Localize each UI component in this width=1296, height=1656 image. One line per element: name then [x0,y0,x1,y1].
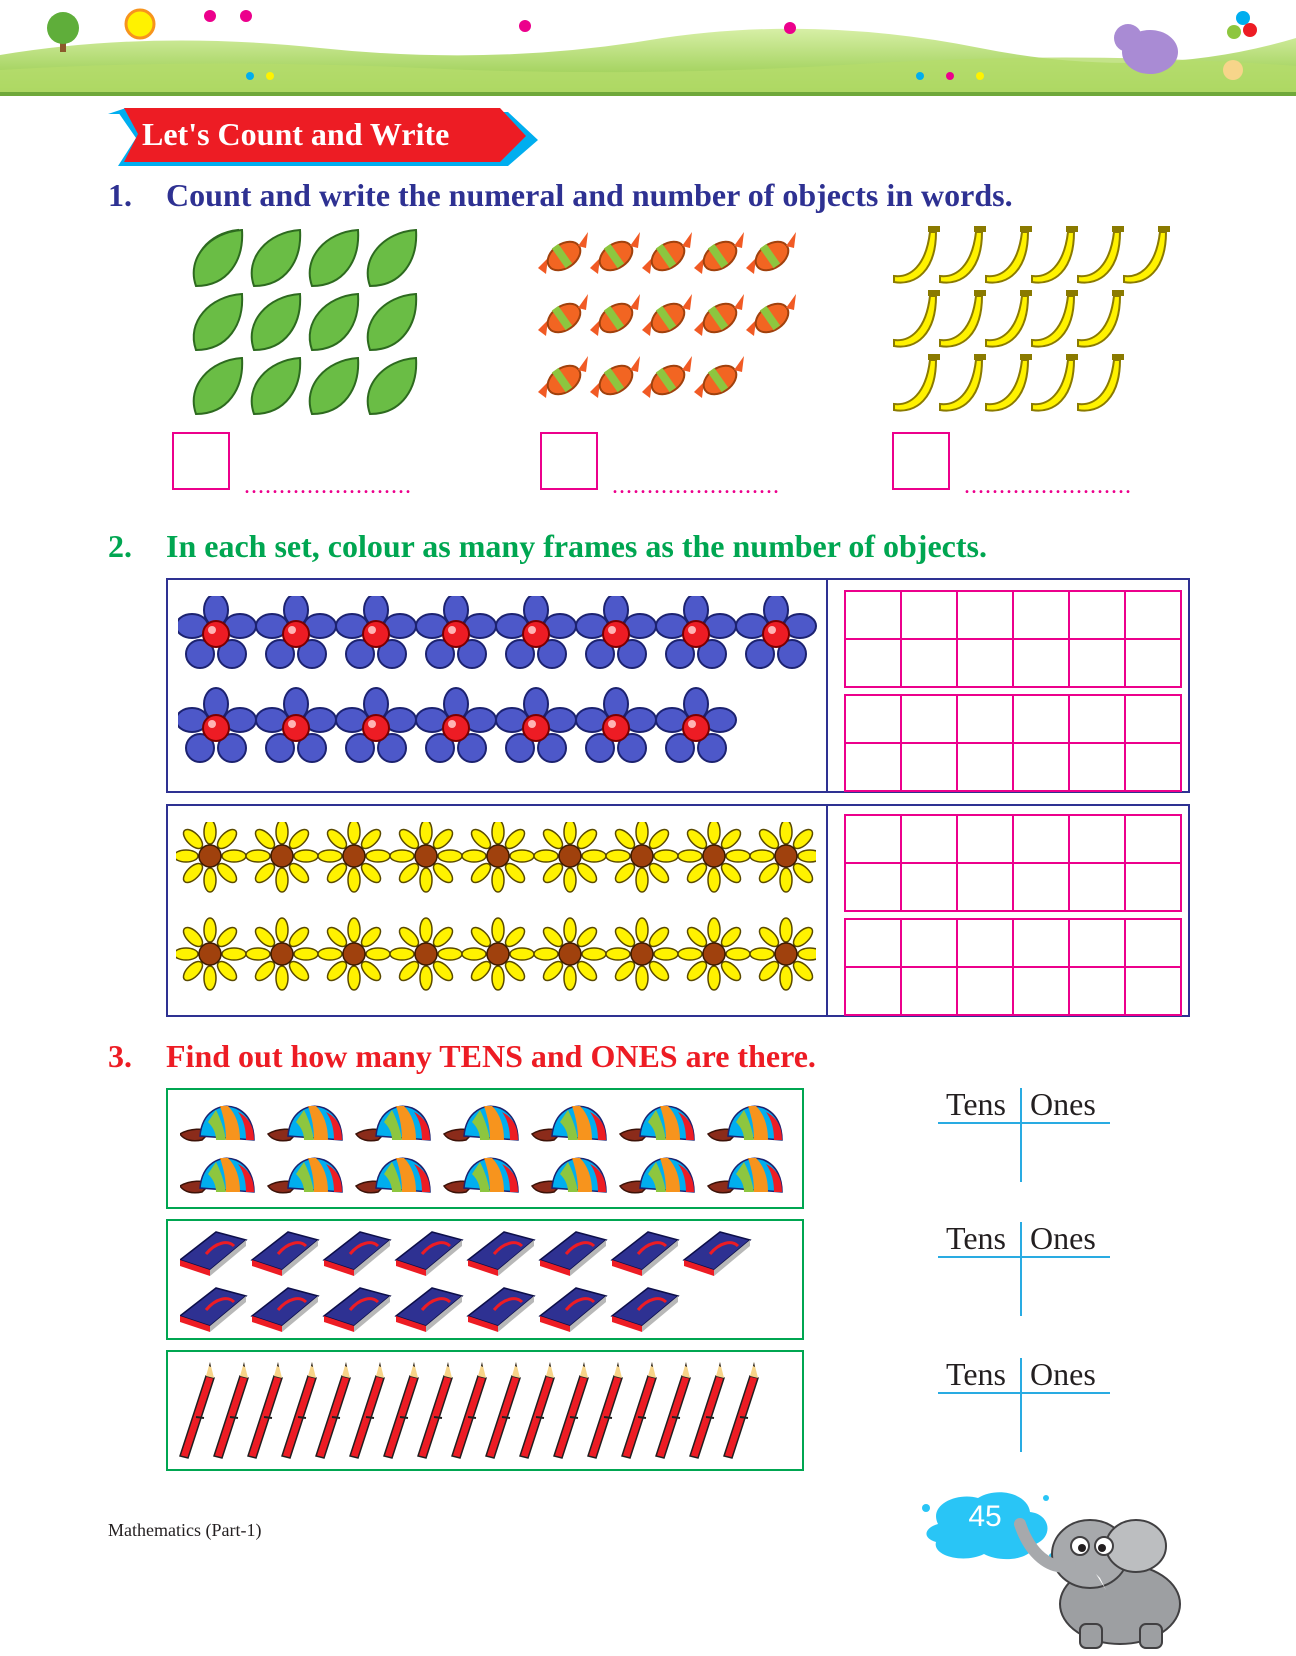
header-meadow-illustration [0,0,1296,100]
tens-ones-divider [1020,1088,1022,1182]
words-answer-line[interactable]: ........................ [964,473,1132,499]
question-text: In each set, colour as many frames as the number of objects. [166,528,987,564]
ones-label: Ones [1030,1086,1096,1122]
elephant-mascot-icon [1000,1494,1200,1654]
ones-label: Ones [1030,1220,1096,1256]
ten-frame[interactable] [844,814,1182,912]
tens-label: Tens [946,1086,1006,1122]
tens-ones-line [938,1256,1110,1258]
sunflower-icon-grid [176,822,816,1002]
numeral-answer-box[interactable] [892,432,950,490]
book-title: Mathematics (Part-1) [108,1520,262,1540]
question-number: 3. [108,1038,132,1074]
tens-label: Tens [946,1220,1006,1256]
words-answer-line[interactable]: ........................ [244,473,412,499]
ten-frame[interactable] [844,590,1182,688]
tens-label: Tens [946,1356,1006,1392]
section-title: Let's Count and Write [142,116,450,152]
tens-ones-divider [1020,1222,1022,1316]
book-icon-grid [180,1224,780,1336]
caps-group [180,1098,796,1202]
question-number: 1. [108,177,132,213]
sun-icon [126,10,154,38]
words-answer-line[interactable]: ........................ [612,473,780,499]
question-number: 2. [108,528,132,564]
cap-icon-grid [180,1098,796,1202]
tens-ones-divider [1020,1358,1022,1452]
numeral-answer-box[interactable] [540,432,598,490]
banana-icon-grid [890,226,1180,420]
ones-label: Ones [1030,1356,1096,1392]
set-divider [826,804,828,1017]
leaves-group [188,228,428,418]
ten-frame[interactable] [844,918,1182,1016]
page-number: 45 [968,1500,1002,1533]
question-2 [108,526,987,566]
pencil-icon-grid [178,1362,788,1462]
question-text: Count and write the numeral and number of objects in words. [166,177,1013,213]
sunflowers-group [176,822,816,1002]
question-1 [108,175,1013,215]
candies-group [538,228,818,418]
tens-ones-line [938,1392,1110,1394]
blue-flower-icon-grid [178,596,818,776]
question-3 [108,1036,816,1076]
books-group [180,1224,780,1336]
numeral-answer-box[interactable] [172,432,230,490]
candy-icon-grid [538,228,818,418]
tens-ones-line [938,1122,1110,1124]
question-text: Find out how many TENS and ONES are there. [166,1038,816,1074]
bananas-group [890,226,1180,420]
pencils-group [178,1362,788,1462]
blue-flowers-group [178,596,818,776]
leaf-icon-grid [188,228,428,418]
set-divider [826,578,828,793]
ten-frame[interactable] [844,694,1182,792]
